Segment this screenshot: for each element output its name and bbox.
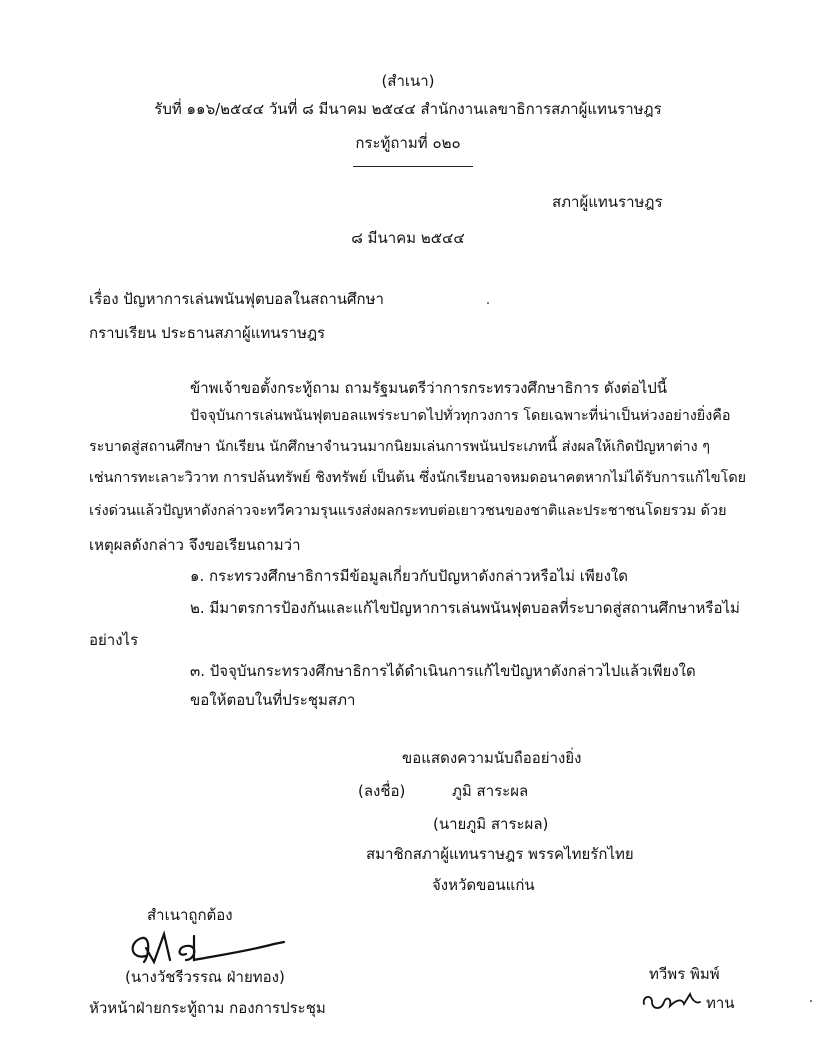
question-1: ๑. กระทรวงศึกษาธิการมีข้อมูลเกี่ยวกับปัญหาดังกล่าวหรือไม่ เพียงใด [190, 567, 628, 585]
scan-speck [487, 302, 489, 304]
signed-name: ภูมิ สาระผล [452, 782, 529, 800]
proofreader-initials [640, 990, 702, 1014]
question-number: กระทู้ถามที่ ๐๒๐ [355, 134, 461, 152]
organization: สภาผู้แทนราษฎร [552, 193, 663, 211]
handwritten-signature [124, 926, 294, 970]
closing-regards: ขอแสดงความนับถืออย่างยิ่ง [402, 749, 582, 767]
question-2: ๒. มีมาตรการป้องกันและแก้ไขปัญหาการเล่นพนันฟุตบอลที่ระบาดสู่สถานศึกษาหรือไม่ [190, 599, 740, 617]
answer-request: ขอให้ตอบในที่ประชุมสภา [190, 691, 356, 709]
document-date: ๘ มีนาคม ๒๕๔๔ [351, 229, 465, 247]
copy-label: (สำเนา) [381, 72, 435, 90]
salutation: กราบเรียน ประธานสภาผู้แทนราษฎร [89, 324, 326, 342]
proofread-note: ทาน [706, 994, 735, 1012]
question-2-cont: อย่างไร [89, 631, 139, 649]
scan-speck [810, 1000, 812, 1002]
subject-line: เรื่อง ปัญหาการเล่นพนันฟุตบอลในสถานศึกษา [89, 290, 384, 308]
certified-copy-label: สำเนาถูกต้อง [147, 906, 233, 924]
received-stamp: รับที่ ๑๑๖/๒๕๔๔ วันที่ ๘ มีนาคม ๒๕๔๔ สำนักงานเลขาธิการสภาผู้แทนราษฎร [154, 100, 662, 118]
header-divider [353, 166, 473, 167]
signer-position: สมาชิกสภาผู้แทนราษฎร พรรคไทยรักไทย [366, 845, 634, 863]
certifier-position: หัวหน้าฝ่ายกระทู้ถาม กองการประชุม [89, 999, 326, 1017]
signed-label: (ลงชื่อ) [358, 782, 406, 800]
question-3: ๓. ปัจจุบันกระทรวงศึกษาธิการได้ดำเนินการแก้ไขปัญหาดังกล่าวไปแล้วเพียงใด [190, 662, 696, 680]
signer-province: จังหวัดขอนแก่น [432, 876, 535, 894]
body-line: เช่นการทะเลาะวิวาท การปล้นทรัพย์ ชิงทรัพย์ เป็นต้น ซึ่งนักเรียนอาจหมดอนาคตหากไม่ได้รับการแก้ไขโดย [89, 470, 747, 486]
body-line: ปัจจุบันการเล่นพนันฟุตบอลแพร่ระบาดไปทั่วทุกวงการ โดยเฉพาะที่น่าเป็นห่วงอย่างยิ่งคือ [190, 408, 731, 424]
typist-note: ทวีพร พิมพ์ [649, 965, 720, 983]
certifier-name: (นางวัชรีวรรณ ฝ่ายทอง) [125, 968, 285, 986]
body-line: เร่งด่วนแล้วปัญหาดังกล่าวจะทวีความรุนแรงส่งผลกระทบต่อเยาวชนของชาติและประชาชนโดยรวม ด้วย [89, 503, 727, 519]
body-line: เหตุผลดังกล่าว จึงขอเรียนถามว่า [89, 536, 301, 554]
intro-paragraph: ข้าพเจ้าขอตั้งกระทู้ถาม ถามรัฐมนตรีว่าการกระทรวงศึกษาธิการ ดังต่อไปนี้ [190, 379, 667, 397]
signer-full-name: (นายภูมิ สาระผล) [433, 815, 549, 833]
body-line: ระบาดสู่สถานศึกษา นักเรียน นักศึกษาจำนวนมากนิยมเล่นการพนันประเภทนี้ ส่งผลให้เกิดปัญหาต่าง ๆ [89, 439, 710, 455]
